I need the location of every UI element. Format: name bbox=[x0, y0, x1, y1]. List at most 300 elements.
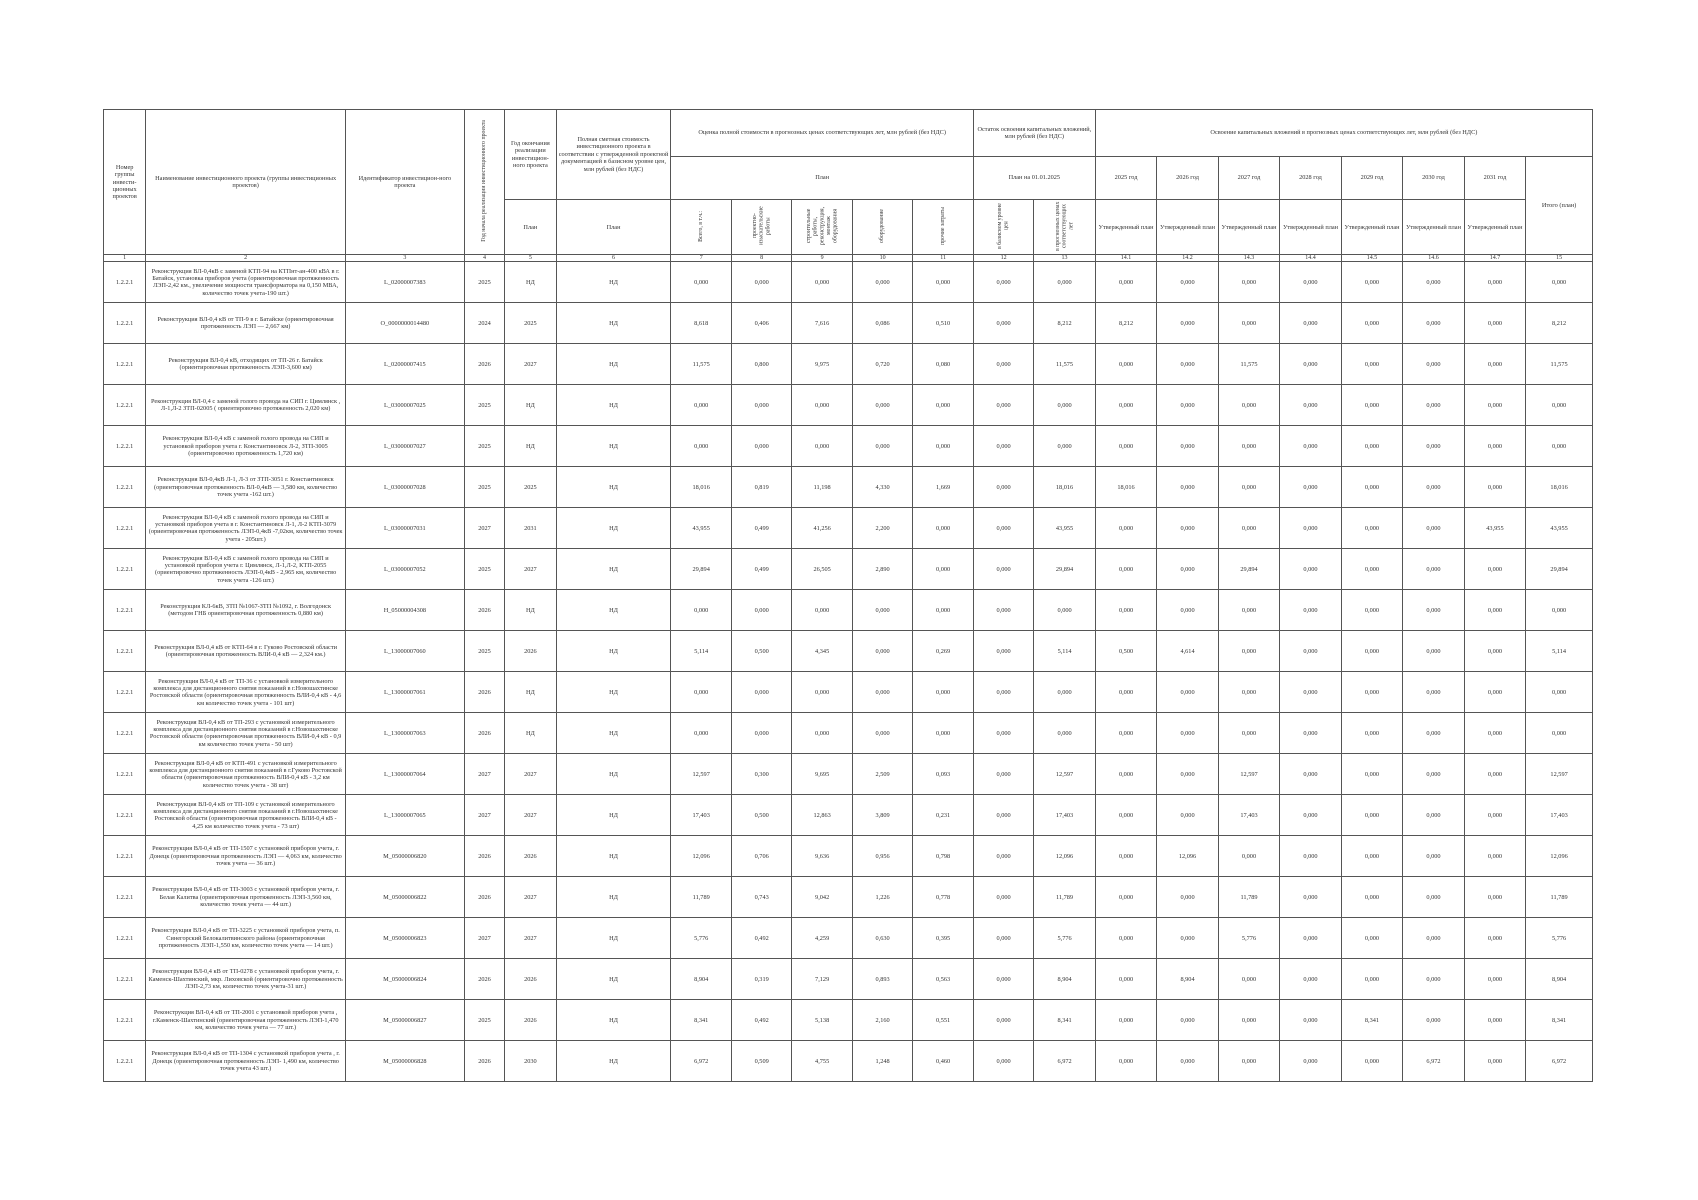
value-cell: 0,000 bbox=[1464, 795, 1525, 836]
project-id-cell: L_13000007060 bbox=[345, 631, 464, 672]
total-value-cell: 17,403 bbox=[1526, 795, 1593, 836]
table-row bbox=[104, 631, 1593, 672]
value-cell: 0,000 bbox=[1280, 426, 1341, 467]
value-cell: 0,778 bbox=[913, 877, 974, 918]
column-number: 15 bbox=[1526, 255, 1593, 262]
value-cell: 0,000 bbox=[1341, 959, 1402, 1000]
value-cell: 0,551 bbox=[913, 1000, 974, 1041]
project-name-cell: Реконструкция ВЛ-0,4 кВ от ТП-1304 с установкой приборов учета , г. Донецк (ориентировочная протяженность ЛЭП- 1,490 км, количество точек учета 43 шт.) bbox=[146, 1041, 346, 1082]
value-cell: 0,000 bbox=[1095, 426, 1156, 467]
value-cell: 0,000 bbox=[792, 426, 852, 467]
value-cell: 0,000 bbox=[1341, 590, 1402, 631]
value-cell: 8,341 bbox=[1341, 1000, 1402, 1041]
table-row bbox=[104, 385, 1593, 426]
value-cell: 0,000 bbox=[1403, 508, 1464, 549]
value-cell: 0,000 bbox=[852, 631, 912, 672]
value-cell: 0,500 bbox=[731, 631, 791, 672]
value-cell: 0,000 bbox=[973, 549, 1033, 590]
value-cell: 0,000 bbox=[1464, 303, 1525, 344]
project-name-cell: Реконструкция ВЛ-0,4 кВ от ТП-293 с установкой измерительного комплекса для дистанционного снятия показаний в г.Новошахтинске Ростовской области (ориентировочная протяженность ВЛИ-0,4 кВ - 0,9 км количество точек учета - 50 шт) bbox=[146, 713, 346, 754]
header-remaining-group: Остаток освоения капитальных вложений, млн рублей (без НДС) bbox=[973, 110, 1095, 157]
value-cell: 0,000 bbox=[1403, 262, 1464, 303]
header-project-id: Идентификатор инвестицион-ного проекта bbox=[345, 110, 464, 255]
value-cell: 8,212 bbox=[1095, 303, 1156, 344]
column-number: 10 bbox=[852, 255, 912, 262]
project-name-cell: Реконструкция ВЛ-0,4 кВ от ТП-3003 с установкой приборов учета, г. Белая Калитва (ориентировочная протяженность ЛЭП-3,560 км, количество точек учета — 44 шт.) bbox=[146, 877, 346, 918]
value-cell: 0,000 bbox=[671, 672, 731, 713]
value-cell: 0,000 bbox=[1218, 262, 1279, 303]
value-cell: 0,000 bbox=[1403, 836, 1464, 877]
value-cell: 0,000 bbox=[1280, 262, 1341, 303]
total-value-cell: 11,789 bbox=[1526, 877, 1593, 918]
start-year-cell: 2027 bbox=[464, 795, 504, 836]
project-name-cell: Реконструкция ВЛ-0,4 кВ от КТП-64 в г. Гуково Ростовской области (ориентировочная протяженность ВЛИ-0,4 кВ — 2,324 км.) bbox=[146, 631, 346, 672]
investment-program-sheet bbox=[103, 109, 1593, 1082]
value-cell: 0,000 bbox=[1280, 877, 1341, 918]
table-row bbox=[104, 836, 1593, 877]
start-year-cell: 2026 bbox=[464, 590, 504, 631]
project-id-cell: O_0000000014480 bbox=[345, 303, 464, 344]
total-value-cell: 0,000 bbox=[1526, 262, 1593, 303]
value-cell: 0,000 bbox=[1341, 303, 1402, 344]
value-cell: 0,893 bbox=[852, 959, 912, 1000]
value-cell: 2,200 bbox=[852, 508, 912, 549]
value-cell: 11,575 bbox=[671, 344, 731, 385]
value-cell: 0,000 bbox=[852, 426, 912, 467]
header-year-2028: 2028 год bbox=[1280, 157, 1341, 200]
project-name-cell: Реконструкция ВЛ-0,4 кВ от ТП-2001 с установкой приборов учета , г.Каменск-Шахтинский (ориентировочная протяженность ЛЭП-1,470 км, количество точек учета — 77 шт.) bbox=[146, 1000, 346, 1041]
value-cell: 0,000 bbox=[973, 672, 1033, 713]
value-cell: 0,000 bbox=[1403, 590, 1464, 631]
value-cell: 0,000 bbox=[913, 672, 974, 713]
group-number-cell: 1.2.2.1 bbox=[104, 426, 146, 467]
value-cell: 0,509 bbox=[731, 1041, 791, 1082]
value-cell: 41,256 bbox=[792, 508, 852, 549]
value-cell: 0,000 bbox=[913, 262, 974, 303]
value-cell: 0,819 bbox=[731, 467, 791, 508]
table-row bbox=[104, 959, 1593, 1000]
end-year-cell: НД bbox=[505, 590, 556, 631]
value-cell: 0,000 bbox=[1280, 1041, 1341, 1082]
group-number-cell: 1.2.2.1 bbox=[104, 508, 146, 549]
column-number: 14.2 bbox=[1157, 255, 1218, 262]
estimate-cell: НД bbox=[556, 508, 671, 549]
value-cell: 0,000 bbox=[1095, 590, 1156, 631]
value-cell: 9,042 bbox=[792, 877, 852, 918]
project-id-cell: M_05000006824 bbox=[345, 959, 464, 1000]
value-cell: 0,000 bbox=[731, 426, 791, 467]
header-approved-plan: Утвержденный план bbox=[1403, 200, 1464, 255]
column-number: 13 bbox=[1034, 255, 1095, 262]
project-name-cell: Реконструкция ВЛ-0,4 с заменой голого провода на СИП г. Цимлянск , Л-1,Л-2 ЗТП-02005 ( ориентировочно протяженность 2,020 км) bbox=[146, 385, 346, 426]
estimate-cell: НД bbox=[556, 836, 671, 877]
value-cell: 9,636 bbox=[792, 836, 852, 877]
value-cell: 11,575 bbox=[1218, 344, 1279, 385]
column-number-row bbox=[104, 255, 1593, 262]
value-cell: 0,000 bbox=[731, 385, 791, 426]
value-cell: 0,000 bbox=[1095, 344, 1156, 385]
value-cell: 0,000 bbox=[852, 385, 912, 426]
value-cell: 0,000 bbox=[1034, 713, 1095, 754]
value-cell: 29,894 bbox=[1218, 549, 1279, 590]
end-year-cell: 2025 bbox=[505, 467, 556, 508]
total-value-cell: 11,575 bbox=[1526, 344, 1593, 385]
total-value-cell: 6,972 bbox=[1526, 1041, 1593, 1082]
project-id-cell: L_03000007027 bbox=[345, 426, 464, 467]
value-cell: 0,000 bbox=[1280, 918, 1341, 959]
value-cell: 4,755 bbox=[792, 1041, 852, 1082]
estimate-cell: НД bbox=[556, 467, 671, 508]
value-cell: 0,000 bbox=[1341, 918, 1402, 959]
value-cell: 0,000 bbox=[973, 508, 1033, 549]
value-cell: 0,000 bbox=[1341, 385, 1402, 426]
value-cell: 0,093 bbox=[913, 754, 974, 795]
value-cell: 0,000 bbox=[1464, 590, 1525, 631]
value-cell: 0,000 bbox=[1341, 795, 1402, 836]
value-cell: 0,000 bbox=[1464, 1041, 1525, 1082]
value-cell: 43,955 bbox=[1464, 508, 1525, 549]
estimate-cell: НД bbox=[556, 713, 671, 754]
project-id-cell: L_13000007061 bbox=[345, 672, 464, 713]
column-number: 4 bbox=[464, 255, 504, 262]
value-cell: 0,000 bbox=[1464, 959, 1525, 1000]
group-number-cell: 1.2.2.1 bbox=[104, 549, 146, 590]
value-cell: 0,000 bbox=[1341, 426, 1402, 467]
investment-projects-table bbox=[103, 109, 1593, 1082]
end-year-cell: 2030 bbox=[505, 1041, 556, 1082]
total-value-cell: 12,597 bbox=[1526, 754, 1593, 795]
value-cell: 0,720 bbox=[852, 344, 912, 385]
value-cell: 0,000 bbox=[1095, 1041, 1156, 1082]
value-cell: 0,000 bbox=[1403, 549, 1464, 590]
total-value-cell: 0,000 bbox=[1526, 713, 1593, 754]
value-cell: 0,000 bbox=[1341, 344, 1402, 385]
value-cell: 43,955 bbox=[1034, 508, 1095, 549]
value-cell: 1,669 bbox=[913, 467, 974, 508]
value-cell: 0,000 bbox=[1280, 590, 1341, 631]
value-cell: 0,000 bbox=[1095, 549, 1156, 590]
table-row bbox=[104, 1000, 1593, 1041]
total-value-cell: 0,000 bbox=[1526, 672, 1593, 713]
header-year-2031: 2031 год bbox=[1464, 157, 1525, 200]
value-cell: 4,614 bbox=[1157, 631, 1218, 672]
value-cell: 0,000 bbox=[1280, 959, 1341, 1000]
value-cell: 0,000 bbox=[1034, 385, 1095, 426]
value-cell: 0,000 bbox=[671, 590, 731, 631]
value-cell: 0,000 bbox=[1095, 672, 1156, 713]
value-cell: 0,743 bbox=[731, 877, 791, 918]
value-cell: 0,000 bbox=[1095, 795, 1156, 836]
value-cell: 0,000 bbox=[1464, 262, 1525, 303]
group-number-cell: 1.2.2.1 bbox=[104, 385, 146, 426]
estimate-cell: НД bbox=[556, 303, 671, 344]
value-cell: 0,000 bbox=[1403, 877, 1464, 918]
header-approved-plan: Утвержденный план bbox=[1341, 200, 1402, 255]
value-cell: 0,500 bbox=[731, 795, 791, 836]
start-year-cell: 2026 bbox=[464, 1041, 504, 1082]
header-year-2026: 2026 год bbox=[1157, 157, 1218, 200]
header-approved-plan: Утвержденный план bbox=[1218, 200, 1279, 255]
project-id-cell: M_05000006827 bbox=[345, 1000, 464, 1041]
value-cell: 17,403 bbox=[1034, 795, 1095, 836]
end-year-cell: 2025 bbox=[505, 303, 556, 344]
estimate-cell: НД bbox=[556, 918, 671, 959]
estimate-cell: НД bbox=[556, 385, 671, 426]
total-value-cell: 0,000 bbox=[1526, 590, 1593, 631]
value-cell: 0,563 bbox=[913, 959, 974, 1000]
value-cell: 0,000 bbox=[1157, 590, 1218, 631]
value-cell: 0,000 bbox=[1464, 344, 1525, 385]
value-cell: 0,630 bbox=[852, 918, 912, 959]
value-cell: 0,000 bbox=[852, 672, 912, 713]
value-cell: 0,000 bbox=[671, 385, 731, 426]
header-year-2030: 2030 год bbox=[1403, 157, 1464, 200]
value-cell: 0,000 bbox=[1464, 1000, 1525, 1041]
start-year-cell: 2025 bbox=[464, 262, 504, 303]
total-value-cell: 43,955 bbox=[1526, 508, 1593, 549]
start-year-cell: 2026 bbox=[464, 344, 504, 385]
header-approved-plan: Утвержденный план bbox=[1157, 200, 1218, 255]
start-year-cell: 2027 bbox=[464, 918, 504, 959]
value-cell: 0,000 bbox=[671, 713, 731, 754]
table-row bbox=[104, 467, 1593, 508]
value-cell: 17,403 bbox=[671, 795, 731, 836]
value-cell: 0,000 bbox=[1341, 549, 1402, 590]
project-id-cell: L_03000007031 bbox=[345, 508, 464, 549]
project-name-cell: Реконструкция ВЛ-0,4кВ Л-1, Л-3 от ЗТП-3051 г. Константиновск (ориентировочная протяженность ВЛ-0,4кВ — 3,580 км, количество точек учета -162 шт.) bbox=[146, 467, 346, 508]
value-cell: 0,000 bbox=[731, 262, 791, 303]
header-plan-date: План на 01.01.2025 bbox=[973, 157, 1095, 200]
value-cell: 5,114 bbox=[671, 631, 731, 672]
value-cell: 0,000 bbox=[1280, 467, 1341, 508]
end-year-cell: 2027 bbox=[505, 795, 556, 836]
value-cell: 0,492 bbox=[731, 918, 791, 959]
header-sub-design: проектно-изыскательские работы bbox=[731, 200, 791, 255]
table-row bbox=[104, 713, 1593, 754]
project-id-cell: L_13000007063 bbox=[345, 713, 464, 754]
value-cell: 0,000 bbox=[1403, 713, 1464, 754]
header-estimate-plan: План bbox=[556, 200, 671, 255]
group-number-cell: 1.2.2.1 bbox=[104, 918, 146, 959]
value-cell: 12,863 bbox=[792, 795, 852, 836]
value-cell: 1,248 bbox=[852, 1041, 912, 1082]
value-cell: 0,000 bbox=[973, 959, 1033, 1000]
value-cell: 0,000 bbox=[1034, 672, 1095, 713]
value-cell: 0,000 bbox=[973, 262, 1033, 303]
group-number-cell: 1.2.2.1 bbox=[104, 262, 146, 303]
value-cell: 0,000 bbox=[1157, 467, 1218, 508]
value-cell: 0,000 bbox=[792, 262, 852, 303]
group-number-cell: 1.2.2.1 bbox=[104, 877, 146, 918]
value-cell: 0,000 bbox=[1464, 672, 1525, 713]
value-cell: 0,000 bbox=[973, 590, 1033, 631]
group-number-cell: 1.2.2.1 bbox=[104, 303, 146, 344]
value-cell: 0,000 bbox=[1280, 1000, 1341, 1041]
end-year-cell: НД bbox=[505, 262, 556, 303]
total-value-cell: 0,000 bbox=[1526, 426, 1593, 467]
value-cell: 0,000 bbox=[1403, 795, 1464, 836]
value-cell: 0,000 bbox=[1218, 467, 1279, 508]
table-row bbox=[104, 672, 1593, 713]
value-cell: 0,000 bbox=[973, 918, 1033, 959]
value-cell: 0,000 bbox=[1034, 262, 1095, 303]
value-cell: 0,000 bbox=[973, 713, 1033, 754]
value-cell: 0,000 bbox=[1218, 836, 1279, 877]
value-cell: 0,000 bbox=[1341, 877, 1402, 918]
value-cell: 0,231 bbox=[913, 795, 974, 836]
header-year-2029: 2029 год bbox=[1341, 157, 1402, 200]
value-cell: 0,000 bbox=[1157, 1041, 1218, 1082]
column-number: 14.4 bbox=[1280, 255, 1341, 262]
end-year-cell: 2026 bbox=[505, 1000, 556, 1041]
value-cell: 0,000 bbox=[1464, 426, 1525, 467]
value-cell: 0,000 bbox=[1218, 631, 1279, 672]
estimate-cell: НД bbox=[556, 959, 671, 1000]
value-cell: 0,000 bbox=[1403, 344, 1464, 385]
value-cell: 0,000 bbox=[671, 426, 731, 467]
value-cell: 0,000 bbox=[1464, 713, 1525, 754]
value-cell: 0,460 bbox=[913, 1041, 974, 1082]
end-year-cell: 2026 bbox=[505, 836, 556, 877]
total-value-cell: 8,341 bbox=[1526, 1000, 1593, 1041]
value-cell: 0,080 bbox=[913, 344, 974, 385]
value-cell: 0,000 bbox=[1280, 836, 1341, 877]
estimate-cell: НД bbox=[556, 754, 671, 795]
value-cell: 0,000 bbox=[1280, 344, 1341, 385]
project-id-cell: L_03000007028 bbox=[345, 467, 464, 508]
value-cell: 0,000 bbox=[1095, 713, 1156, 754]
estimate-cell: НД bbox=[556, 590, 671, 631]
value-cell: 0,000 bbox=[913, 426, 974, 467]
end-year-cell: 2026 bbox=[505, 631, 556, 672]
header-total: Итого (план) bbox=[1526, 157, 1593, 255]
total-value-cell: 8,212 bbox=[1526, 303, 1593, 344]
value-cell: 0,000 bbox=[1403, 672, 1464, 713]
value-cell: 2,160 bbox=[852, 1000, 912, 1041]
project-id-cell: L_03000007025 bbox=[345, 385, 464, 426]
value-cell: 8,618 bbox=[671, 303, 731, 344]
value-cell: 0,000 bbox=[913, 549, 974, 590]
value-cell: 0,000 bbox=[671, 262, 731, 303]
value-cell: 0,000 bbox=[1280, 795, 1341, 836]
value-cell: 8,904 bbox=[1157, 959, 1218, 1000]
column-number: 5 bbox=[505, 255, 556, 262]
group-number-cell: 1.2.2.1 bbox=[104, 754, 146, 795]
project-name-cell: Реконструкция ВЛ-0,4 кВ от ТП-109 с установкой измерительного комплекса для дистанционного снятия показаний в г.Новошахтинске Ростовской области (ориентировочная протяженность ВЛИ-0,4 кВ - 4,25 км количество точек учета - 73 шт) bbox=[146, 795, 346, 836]
value-cell: 0,406 bbox=[731, 303, 791, 344]
value-cell: 0,000 bbox=[1341, 754, 1402, 795]
value-cell: 5,114 bbox=[1034, 631, 1095, 672]
value-cell: 0,000 bbox=[1218, 672, 1279, 713]
project-id-cell: L_13000007065 bbox=[345, 795, 464, 836]
project-name-cell: Реконструкция ВЛ-0,4 кВ от ТП-36 с установкой измерительного комплекса для дистанционного снятия показаний в г.Новошахтинске Ростовской области (ориентировочная протяженность ВЛИ-0,4 кВ - 4,6 км количество точек учета - 101 шт) bbox=[146, 672, 346, 713]
end-year-cell: 2027 bbox=[505, 549, 556, 590]
group-number-cell: 1.2.2.1 bbox=[104, 467, 146, 508]
header-end-year: Год окончания реализации инвестицион-ного проекта bbox=[505, 110, 556, 200]
column-number: 14.1 bbox=[1095, 255, 1156, 262]
value-cell: 26,505 bbox=[792, 549, 852, 590]
value-cell: 29,894 bbox=[671, 549, 731, 590]
table-row bbox=[104, 344, 1593, 385]
value-cell: 0,000 bbox=[1095, 959, 1156, 1000]
value-cell: 0,000 bbox=[1280, 303, 1341, 344]
value-cell: 0,000 bbox=[973, 631, 1033, 672]
value-cell: 9,695 bbox=[792, 754, 852, 795]
group-number-cell: 1.2.2.1 bbox=[104, 344, 146, 385]
header-group-number: Номер группы инвести-ционных проектов bbox=[104, 110, 146, 255]
value-cell: 0,000 bbox=[1157, 795, 1218, 836]
value-cell: 0,000 bbox=[1280, 713, 1341, 754]
value-cell: 11,789 bbox=[1034, 877, 1095, 918]
estimate-cell: НД bbox=[556, 426, 671, 467]
value-cell: 12,096 bbox=[1034, 836, 1095, 877]
value-cell: 0,499 bbox=[731, 508, 791, 549]
value-cell: 0,000 bbox=[731, 672, 791, 713]
value-cell: 11,198 bbox=[792, 467, 852, 508]
value-cell: 0,000 bbox=[973, 754, 1033, 795]
value-cell: 0,000 bbox=[1280, 549, 1341, 590]
value-cell: 5,776 bbox=[671, 918, 731, 959]
value-cell: 8,212 bbox=[1034, 303, 1095, 344]
value-cell: 4,259 bbox=[792, 918, 852, 959]
value-cell: 0,000 bbox=[1157, 754, 1218, 795]
column-number: 6 bbox=[556, 255, 671, 262]
value-cell: 11,575 bbox=[1034, 344, 1095, 385]
value-cell: 0,269 bbox=[913, 631, 974, 672]
value-cell: 0,798 bbox=[913, 836, 974, 877]
value-cell: 2,509 bbox=[852, 754, 912, 795]
start-year-cell: 2026 bbox=[464, 672, 504, 713]
value-cell: 0,000 bbox=[731, 590, 791, 631]
group-number-cell: 1.2.2.1 bbox=[104, 631, 146, 672]
value-cell: 0,000 bbox=[1095, 918, 1156, 959]
value-cell: 0,000 bbox=[1157, 672, 1218, 713]
group-number-cell: 1.2.2.1 bbox=[104, 795, 146, 836]
group-number-cell: 1.2.2.1 bbox=[104, 672, 146, 713]
value-cell: 6,972 bbox=[671, 1041, 731, 1082]
header-estimate-cost: Полная сметная стоимость инвестиционного проекта в соответствии с утвержденной проектной документацией в базисном уровне цен, млн рублей (без НДС) bbox=[556, 110, 671, 200]
end-year-cell: 2031 bbox=[505, 508, 556, 549]
project-id-cell: M_05000006823 bbox=[345, 918, 464, 959]
end-year-cell: 2027 bbox=[505, 918, 556, 959]
estimate-cell: НД bbox=[556, 1000, 671, 1041]
value-cell: 7,616 bbox=[792, 303, 852, 344]
end-year-cell: НД bbox=[505, 713, 556, 754]
table-row bbox=[104, 549, 1593, 590]
end-year-cell: 2027 bbox=[505, 754, 556, 795]
total-value-cell: 8,904 bbox=[1526, 959, 1593, 1000]
end-year-cell: 2026 bbox=[505, 959, 556, 1000]
estimate-cell: НД bbox=[556, 795, 671, 836]
project-name-cell: Реконструкция ВЛ-0,4 кВ с заменой голого провода на СИП и установкой приборов учета г. Цимлянск, Л-1,Л-2, КТП-2055 (ориентировочно протяженность ЛЭП-0,4кВ - 2,965 км, количество точек учета -126 шт.) bbox=[146, 549, 346, 590]
value-cell: 17,403 bbox=[1218, 795, 1279, 836]
value-cell: 29,894 bbox=[1034, 549, 1095, 590]
column-number: 9 bbox=[792, 255, 852, 262]
value-cell: 0,000 bbox=[1280, 631, 1341, 672]
header-sub-base: в базисном уровне цен bbox=[973, 200, 1033, 255]
header-sub-forecast: в прогнозных ценах соответствующих лет bbox=[1034, 200, 1095, 255]
value-cell: 0,000 bbox=[1403, 631, 1464, 672]
header-sub-construction: строительные работы, реконструкция, монтаж оборудования bbox=[792, 200, 852, 255]
value-cell: 0,000 bbox=[973, 1000, 1033, 1041]
value-cell: 0,000 bbox=[1095, 385, 1156, 426]
start-year-cell: 2025 bbox=[464, 631, 504, 672]
value-cell: 0,000 bbox=[1341, 836, 1402, 877]
end-year-cell: 2027 bbox=[505, 877, 556, 918]
table-row bbox=[104, 590, 1593, 631]
value-cell: 0,000 bbox=[1280, 672, 1341, 713]
table-row bbox=[104, 1041, 1593, 1082]
